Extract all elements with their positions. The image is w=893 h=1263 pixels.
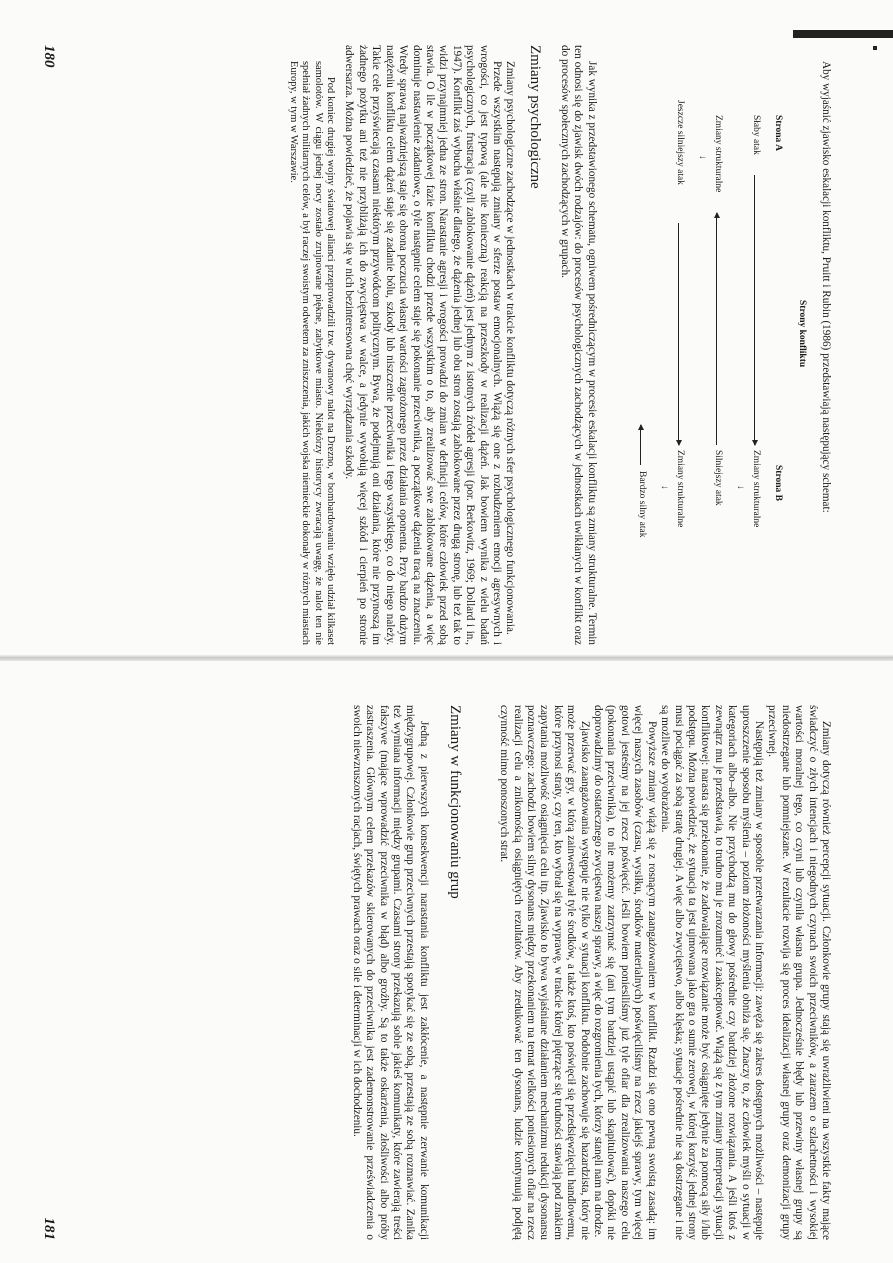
scan-edge-dot xyxy=(873,46,877,50)
section-heading: Zmiany w funkcjonowaniu grup xyxy=(446,705,463,899)
scheme-a3: Jeszcze silniejszy atak xyxy=(674,100,685,185)
escalation-scheme xyxy=(608,45,813,645)
scheme-down-arrow-2: ↓ xyxy=(696,155,707,160)
body-paragraph: Zmiany psychologiczne zachodzące w jednostkach w trakcie konfliktu dotyczą różnych sfer psychologicznego funkcjonowania. xyxy=(504,61,517,635)
scheme-b1: Zmiany strukturalne xyxy=(750,450,761,528)
scheme-explanation: Jak wynika z przedstawionego schematu, ogniwem pośredniczącym w procesie eskalacji konfliktu są zmiany strukturalne. Termin ten odnosi się do zjawisk dwóch rodzajów: do procesów psychologicznych zachodzących w jednostkach uwikłanych w konflikt oraz do procesów społecznych zachodzących w grupach. xyxy=(558,45,598,645)
left-page xyxy=(42,45,832,645)
scheme-down-arrow-3: ↓ xyxy=(658,485,669,490)
body-paragraph: Powyższe zmiany wiążą się z rosnącym zaangażowaniem w konflikt. Rzadzi się ono pewną swoistą zasadą: im więcej naszych zasobów (czasu, wysiłku, środków materialnych) poświęciliśmy na rzecz jakiejś sprawy, tym więcej gotowi jesteśmy na jej rzecz poświęcić. Jeśli bowiem poniesiliśmy już tyle ofiar dla zrealizowania naszego celu (pokonania przeciwnika), to nie możemy zatrzymać się (ani tym bardziej ustąpić lub skapitulować), dopóki nie doprowadzimy do ostatecznego zwycięstwa naszej sprawy, a więc do rozgromienia tych, którzy stanęli nam na drodze. xyxy=(592,705,658,1240)
arrow-right-icon xyxy=(678,223,679,445)
body-paragraph: Przede wszystkim następują zmiany w sferze postaw emocjonalnych. Wiążą się one z rozbudzeniem emocji agresywnych i wrogości, co jest typową (ale nie konieczną) reakcją na przeszkody w realizacji dążeń. Jak bowiem wynika z wielu badań psychologicznych, frustracja (czyli zablokowanie dążeń) jest jednym z istotnych źródeł agresji (por. Berkowitz, 1969; Dollard i in., 1947). Konflikt zaś wybucha właśnie dlatego, że dążenia jednej lub obu stron zostają zablokowane przez drugą stronę, lub też tak to widzi przynajmniej jedna ze stron. Narastanie agresji i wrogości prowadzi do zmian w definicji celów, które człowiek przed sobą stawia. O ile w początkowej fazie konfliktu chodzi przede wszystkim o to, aby zrealizować swe zablokowane dążenia, a więc dominuje nastawienie zadaniowe, o tyle następnie celem staje się pokonanie przeciwnika, a początkowe dążenia tracą na znaczeniu. Wtedy sprawą najważniejszą staje się obrona poczucia własnej wartości zagrożonego przez działania oponenta. Przy bardzo dużym natężeniu konfliktu celem dążeń staje się zadanie bólu, szkody lub niszczenie przeciwnika i tego wszystkiego, co do niego należy. Takie cele przyświecają czasami niektórym przywódcom politycznym. Bywa, że podejmują oni działania, które nie przynoszą im żadnego pożytku ani też nie przybliżają ich do zwycięstwa w walce, a jedynie wywołują więcej szkód i cierpień po stronie adwersarza. Można powiedzieć, że pojawia się w nich bezinteresowna chęć wyrządzania szkody. xyxy=(343,45,503,645)
scheme-down-arrow-1: ↓ xyxy=(734,485,745,490)
body-paragraph: Zjawisko zaangażowania występuje nie tylko w sytuacji konfliktu. Podobnie zachowuje się hazardzista, który nie może przerwać gry, w którą zainwestował tyle środków, a także ktoś, kto poświęcił się przedsięwzięciu handlowemu, które przynosi straty, czy ten, kto wybrał się na wyprawę, w trakcie której piętrzące się trudności stawiają pod znakiem zapytania możliwość osiągnięcia celu itp. Zjawisko to bywa wyjaśniane działaniem mechanizmu redukcji dysonansu poznawczego: zachodzi bowiem silny dysonans między przekonaniem na temat wielkości poniesionych ofiar na rzecz realizacji celu a znikomością osiągniętych rezultatów. Aby zredukować ten dysonans, ludzie kontynuują podjętą czynność mimo ponoszonych strat. xyxy=(498,705,591,1240)
body-paragraph: Zmiany dotyczą również percepcji sytuacji. Członkowie grupy stają się uwrażliwieni na wszystkie fakty mające świadczyć o złych intencjach i niegodnych czynach swoich przeciwników, a zarazem o szlachetności i wysokiej wartości moralnej tego, co czyni lub czyniła własna grupa. Jednocześnie błędy lub przewiny własnej grupy są niedostrzegane lub pomniejszane. W rezultacie rozwija się proces idealizacji własnej grupy oraz demonizacji grupy przeciwnej. xyxy=(766,705,832,1240)
scheme-title: Strony konfliktu xyxy=(796,300,807,368)
arrow-right-icon xyxy=(754,175,755,445)
page-number: 181 xyxy=(41,1217,57,1240)
scheme-side-a: Strona A xyxy=(772,115,783,151)
scheme-b4: Bardzo silny atak xyxy=(636,471,647,538)
scan-edge-mark xyxy=(793,30,893,38)
right-page xyxy=(42,705,832,1240)
scheme-b2: Silniejszy atak xyxy=(712,450,723,506)
book-fold xyxy=(0,655,893,661)
arrow-left-icon xyxy=(716,213,717,445)
arrow-left-icon xyxy=(640,425,641,465)
body-paragraph: Jedną z pierwszych konsekwencji narastania konfliktu jest zakłócenie, a następnie zerwanie komunikacji międzygrupowej. Członkowie grup przeciwnych przestają spotykać się ze sobą, przestają ze sobą rozmawiać. Zanika też wymiana informacji między grupami. Czasami strony przekazują sobie jakieś komunikaty, które zawierają treści fałszywe (mające wprowadzić przeciwnika w błąd) albo groźby. Są to także oskarżenia, złośliwości albo próby zastraszenia. Głównym celem przekazów skierowanych do przeciwnika jest zademonstrowanie przeświadczenia o swoich niewzruszonych racjach, świętych prawach oraz o sile i determinacji w ich dochodzeniu. xyxy=(350,705,430,1240)
scheme-b3: Zmiany strukturalne xyxy=(674,450,685,528)
example-paragraph: Pod koniec drugiej wojny światowej alianci przeprowadzili tzw. dywanowy nalot na Drezno, w bombardowaniu wzięło udział kilkaset samolotów. W ciągu jednej nocy zostało zrujnowane piękne, zabytkowe miasto. Niektórzy historycy zwracają uwagę, że nalot ten nie spełniał żadnych militarnych celów, a był raczej swoistym odwetem za zniszczenia, jakich wojska niemieckie dokonały w różnych miastach Europy, w tym w Warszawie. xyxy=(287,61,337,645)
scheme-a1: Słaby atak xyxy=(750,115,761,155)
intro-paragraph: Aby wyjaśnić zjawisko eskalacji konfliktu, Pruitt i Rubin (1986) przedstawiają następujący schemat: xyxy=(820,61,832,513)
section-heading: Zmiany psychologiczne xyxy=(527,45,544,189)
scheme-a2: Zmiany strukturalne xyxy=(712,115,723,193)
scheme-side-b: Strona B xyxy=(772,465,783,501)
page-number: 180 xyxy=(41,45,57,68)
body-paragraph: Następują też zmiany w sposobie przetwarzania informacji: zawęża się zakres dostępnych możliwości – następuje uproszczenie sposobu myślenia – poziom złożoności myślenia obniża się. Znaczy to, że człowiek myśli o sytuacji w kategoriach albo–albo. Nie przychodzą mu do głowy pośrednie czy bardziej złożone rozwiązania. A jeśli ktoś z zewnątrz mu je przedstawia, to trudno mu je zrozumieć i zaakceptować. Wiążą się z tym zmiany interpretacji sytuacji konfliktowej: narasta się przekonanie, że zadowalające rozwiązanie może być osiągnięte jedynie za pomocą siły i/lub podstępu. Można powiedzieć, że sytuacja ta jest ujmowana jako gra o sumie zerowej, w której korzyść jednej strony musi pociągać za sobą stratę drugiej. A więc albo zwycięstwo, albo klęska; sytuacje pośrednie nie są dostrzegane i nie są możliwe do wyobrażenia. xyxy=(659,705,765,1240)
